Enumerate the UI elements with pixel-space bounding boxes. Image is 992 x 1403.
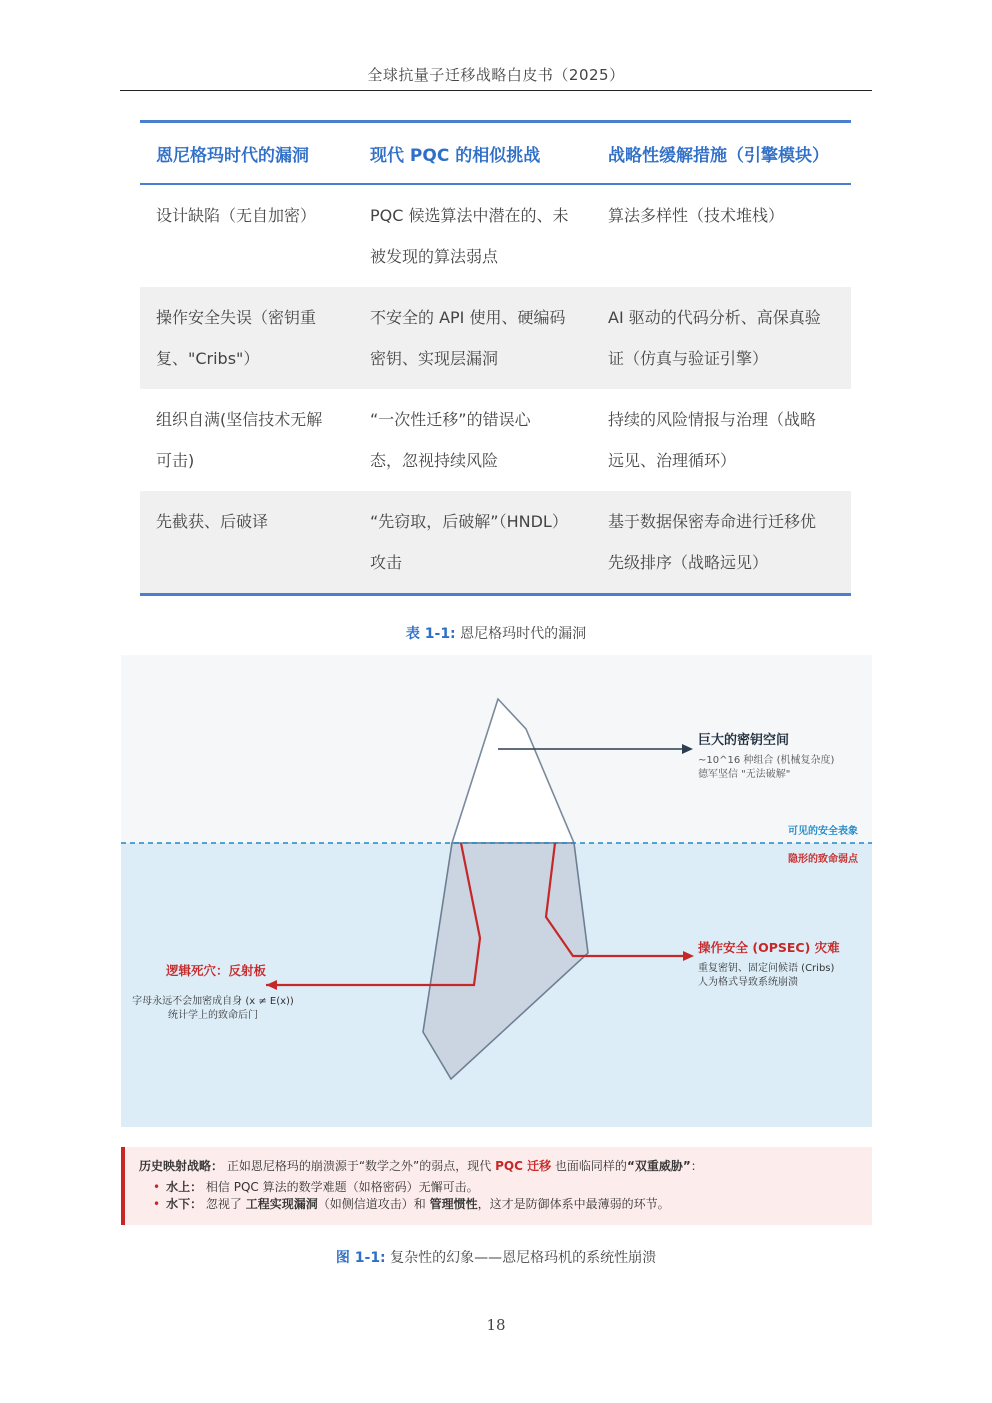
cell-line: 基于数据保密寿命进行迁移优 (608, 512, 817, 531)
opsec-title: 操作安全 (OPSEC) 灾难 (698, 940, 840, 955)
note-title-highlight: PQC 迁移 (495, 1159, 552, 1173)
list-item (153, 1196, 858, 1213)
table-caption-text: 恩尼格玛时代的漏洞 (460, 626, 587, 642)
bullet-icon: • (153, 1197, 161, 1211)
table-cell (140, 491, 354, 595)
table-cell (354, 287, 592, 389)
cell-line: 密钥、实现层漏洞 (370, 349, 499, 368)
key-space-line: ~10^16 种组合 (机械复杂度) (698, 755, 835, 766)
cell-line: 组织自满(坚信技术无解 (156, 410, 323, 429)
cell-line: 证（仿真与验证引擎） (608, 349, 769, 368)
note-title-bold: 历史映射战略： (139, 1159, 224, 1173)
hidden-weakness-label: 隐形的致命弱点 (788, 854, 858, 865)
cell-line: 可击) (156, 451, 195, 470)
opsec-line: 人为格式导致系统崩溃 (698, 977, 798, 988)
page-number: 18 (486, 1316, 506, 1334)
column-header: 恩尼格玛时代的漏洞 (140, 122, 354, 185)
note-title-bold: “双重威胁” (626, 1159, 691, 1173)
table-cell (354, 389, 592, 491)
cell-line: 复、"Cribs"） (156, 349, 260, 368)
iceberg-figure (121, 655, 872, 1127)
figure-caption-label: 图 1-1: (335, 1250, 386, 1266)
logic-flaw-title: 逻辑死穴：反射板 (165, 963, 267, 978)
strategy-note (121, 1147, 872, 1225)
cell-line: 被发现的算法弱点 (370, 247, 499, 266)
column-header: 战略性缓解措施（引擎模块） (592, 122, 851, 185)
note-item-text: ，这才是防御体系中最薄弱的环节。 (477, 1197, 670, 1211)
key-space-title: 巨大的密钥空间 (698, 733, 790, 748)
cell-line: 远见、治理循环） (608, 451, 737, 470)
table-cell (140, 184, 354, 287)
cell-line: PQC 候选算法中潜在的、未 (370, 206, 569, 225)
figure-caption (0, 1247, 992, 1267)
list-item (153, 1179, 858, 1196)
note-item-text: 相信 PQC 算法的数学难题（如格密码）无懈可击。 (205, 1180, 479, 1194)
note-list (139, 1179, 858, 1213)
table-row (140, 287, 851, 389)
table-row (140, 389, 851, 491)
cell-line: 持续的风险情报与治理（战略 (608, 410, 817, 429)
bullet-icon: • (153, 1180, 161, 1194)
table-cell (140, 287, 354, 389)
table-cell (592, 491, 851, 595)
cell-line: 不安全的 API 使用、硬编码 (370, 308, 566, 327)
cell-line: 算法多样性（技术堆栈） (608, 206, 785, 225)
table-cell (592, 389, 851, 491)
logic-flaw-line: 统计学上的致命后门 (168, 1010, 258, 1021)
table-cell (592, 184, 851, 287)
note-item-text: 忽视了 (205, 1197, 242, 1211)
cell-line: 攻击 (370, 553, 403, 572)
cell-line: 操作安全失误（密钥重 (156, 308, 317, 327)
cell-line: “先窃取，后破解”（HNDL） (370, 512, 568, 531)
opsec-line: 重复密钥、固定问候语 (Cribs) (698, 963, 835, 974)
key-space-line: 德军坚信 "无法破解" (698, 769, 791, 780)
cell-line: 先级排序（战略远见） (608, 553, 769, 572)
table-caption-label: 表 1-1: (405, 626, 456, 642)
note-title-text: 正如恩尼格玛的崩溃源于“数学之外”的弱点，现代 (226, 1159, 492, 1173)
table-row (140, 184, 851, 287)
cell-line: AI 驱动的代码分析、高保真验 (608, 308, 821, 327)
running-header: 全球抗量子迁移战略白皮书（2025） (367, 66, 625, 84)
vulnerability-table (140, 120, 851, 596)
header-divider (120, 90, 872, 91)
table-row (140, 491, 851, 595)
note-title-text: 也面临同样的 (554, 1159, 627, 1173)
note-item-head: 水上： (166, 1180, 203, 1194)
note-item-bold: 工程实现漏洞 (245, 1197, 318, 1211)
figure-caption-text: 复杂性的幻象——恩尼格玛机的系统性崩溃 (390, 1250, 657, 1266)
note-item-head: 水下： (166, 1197, 203, 1211)
table-cell (592, 287, 851, 389)
table-cell (354, 491, 592, 595)
note-title-text: ： (690, 1159, 703, 1173)
note-item-text: （如侧信道攻击）和 (317, 1197, 426, 1211)
visible-surface-label: 可见的安全表象 (788, 826, 858, 837)
table-cell (354, 184, 592, 287)
column-header: 现代 PQC 的相似挑战 (354, 122, 592, 185)
cell-line: 态，忽视持续风险 (370, 451, 499, 470)
table-cell (140, 389, 354, 491)
cell-line: “一次性迁移”的错误心 (370, 410, 531, 429)
cell-line: 设计缺陷（无自加密） (156, 206, 317, 225)
table-caption (0, 623, 992, 643)
note-item-bold: 管理惯性 (429, 1197, 478, 1211)
logic-flaw-line: 字母永远不会加密成自身 (x ≠ E(x)) (132, 996, 294, 1007)
table-header-row (140, 122, 851, 185)
cell-line: 先截获、后破译 (156, 512, 269, 531)
note-title (139, 1157, 858, 1174)
